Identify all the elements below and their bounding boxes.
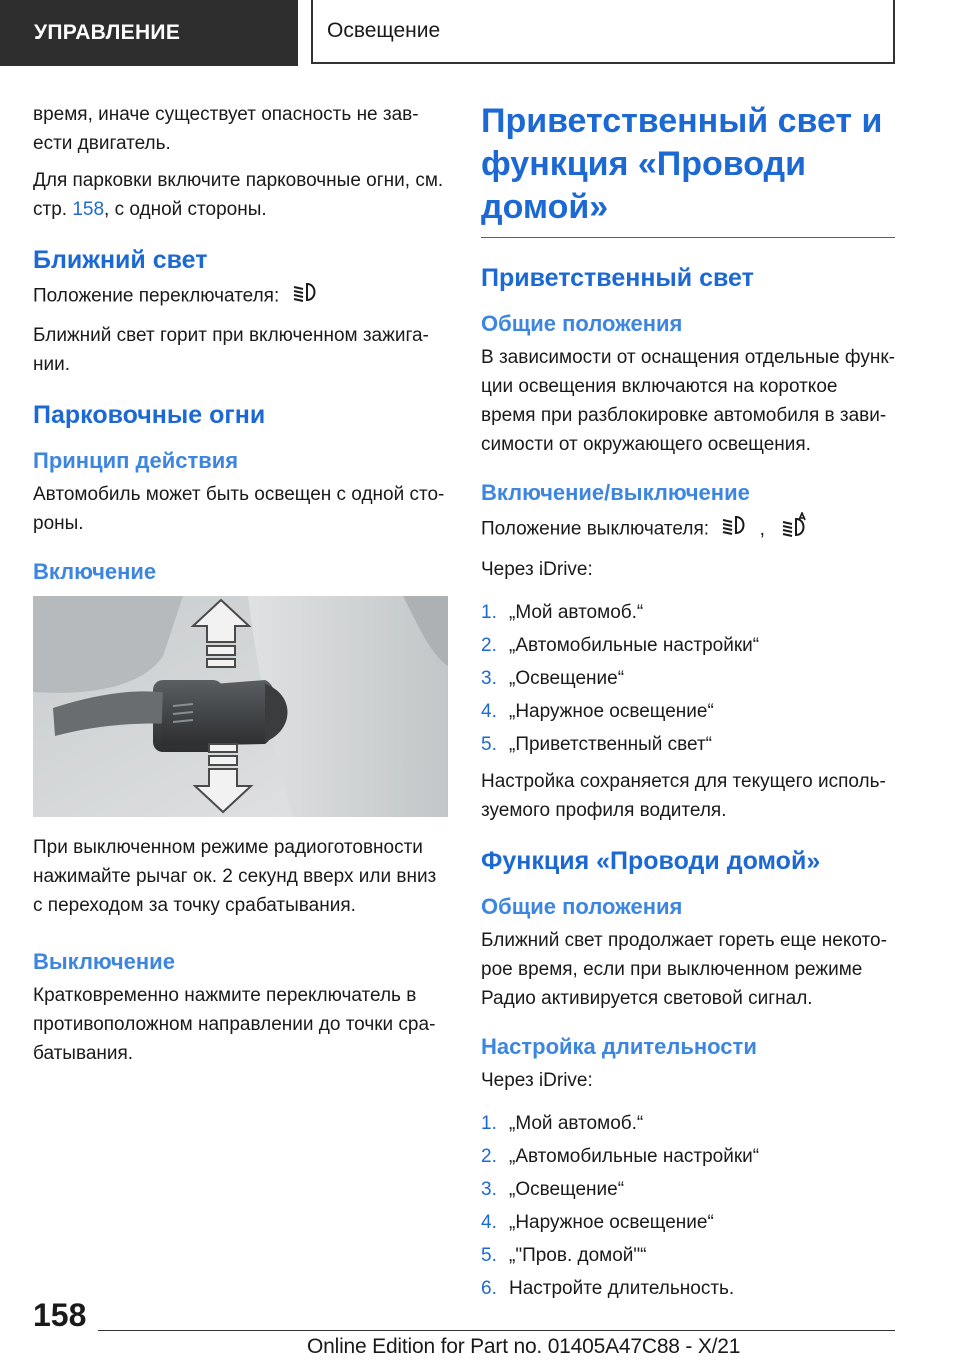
list-item: 5. „Приветственный свет“ (481, 734, 712, 755)
icon-separator: , (759, 518, 765, 540)
section-tab (0, 0, 298, 66)
footer-divider (98, 1330, 895, 1331)
list-item: 2. „Автомобильные настройки“ (481, 635, 760, 656)
profile-saved-note: Настройка сохраняется для текущего исполь-зуемого профиля водителя. (481, 771, 886, 821)
left-column (33, 100, 448, 1076)
parking-hint-text-end: , с одной стороны. (104, 199, 267, 220)
via-idrive-label-2: Через iDrive: (481, 1070, 593, 1091)
page-number: 158 (33, 1297, 87, 1333)
lowbeam-switch-label: Положение переключателя: (33, 285, 280, 307)
automatic-headlight-icon (780, 512, 810, 547)
main-heading: Приветственный свет и функция «Проводи домой» (481, 102, 883, 226)
parking-hint-paragraph (33, 166, 448, 224)
general-info-heading: Общие положения (481, 311, 683, 336)
duration-steps (481, 1107, 895, 1305)
principle-description: Автомобиль может быть освещен с одной сто-роны. (33, 484, 445, 534)
list-item: 3. „Освещение“ (481, 1179, 625, 1200)
switch-off-description: Кратковременно нажмите переключатель в противоположном направлении до точки сра-батывания. (33, 985, 436, 1064)
switch-on-description: При выключенном режиме радиоготовности нажимайте рычаг ок. 2 секунд вверх или вниз с переходом за точку срабатывания. (33, 837, 437, 916)
welcome-light-heading: Приветственный свет (481, 264, 754, 292)
parking-lights-heading: Парковочные огни (33, 401, 266, 429)
switch-position-label: Положение выключателя: (481, 518, 710, 540)
welcome-light-description: В зависимости от оснащения отдельные функ-ции освещения включаются на короткое время при разблокировке автомобиля в зави-симости от окружающего освещения. (481, 347, 895, 455)
list-item: 4. „Наружное освещение“ (481, 701, 714, 722)
right-column (481, 100, 895, 1311)
chapter-header (311, 0, 895, 64)
general-info-heading-2: Общие положения (481, 894, 683, 919)
list-item: 1. „Мой автомоб.“ (481, 1113, 644, 1134)
parking-hint-text: Для парковки включите парковочные огни, см. стр. (33, 170, 444, 220)
lowbeam-description: Ближний свет горит при включенном зажига-нии. (33, 325, 429, 375)
on-off-heading: Включение/выключение (481, 480, 750, 505)
list-item: 3. „Освещение“ (481, 668, 625, 689)
welcome-light-steps (481, 596, 895, 761)
list-item: 2. „Автомобильные настройки“ (481, 1146, 760, 1167)
section-tab-label: УПРАВЛЕНИЕ (34, 21, 181, 44)
list-item: 6. Настройте длительность. (481, 1278, 735, 1299)
principle-heading: Принцип действия (33, 448, 239, 473)
low-beam-headlight-icon (291, 280, 321, 313)
via-idrive-label-1: Через iDrive: (481, 559, 593, 580)
switch-on-heading: Включение (33, 559, 157, 584)
lowbeam-heading: Ближний свет (33, 246, 208, 274)
lowbeam-switch-line (33, 280, 448, 313)
turn-signal-lever-illustration (33, 596, 448, 817)
switch-off-heading: Выключение (33, 949, 175, 974)
low-beam-headlight-icon (720, 513, 750, 546)
intro-paragraph: время, иначе существует опасность не зав-ести двигатель. (33, 104, 419, 154)
switch-position-line (481, 512, 895, 547)
heading-divider (481, 237, 895, 238)
list-item: 1. „Мой автомоб.“ (481, 602, 644, 623)
page-reference-link[interactable]: 158 (72, 199, 105, 220)
duration-heading: Настройка длительности (481, 1034, 757, 1059)
chapter-title: Освещение (327, 19, 441, 42)
follow-me-home-heading: Функция «Проводи домой» (481, 847, 821, 875)
follow-me-home-description: Ближний свет продолжает гореть еще некото-рое время, если при выключенном режиме Радио активируется световой сигнал. (481, 930, 887, 1009)
list-item: 5. „"Пров. домой"“ (481, 1245, 647, 1266)
list-item: 4. „Наружное освещение“ (481, 1212, 714, 1233)
edition-note: Online Edition for Part no. 01405A47C88 - X/21 (307, 1335, 741, 1358)
